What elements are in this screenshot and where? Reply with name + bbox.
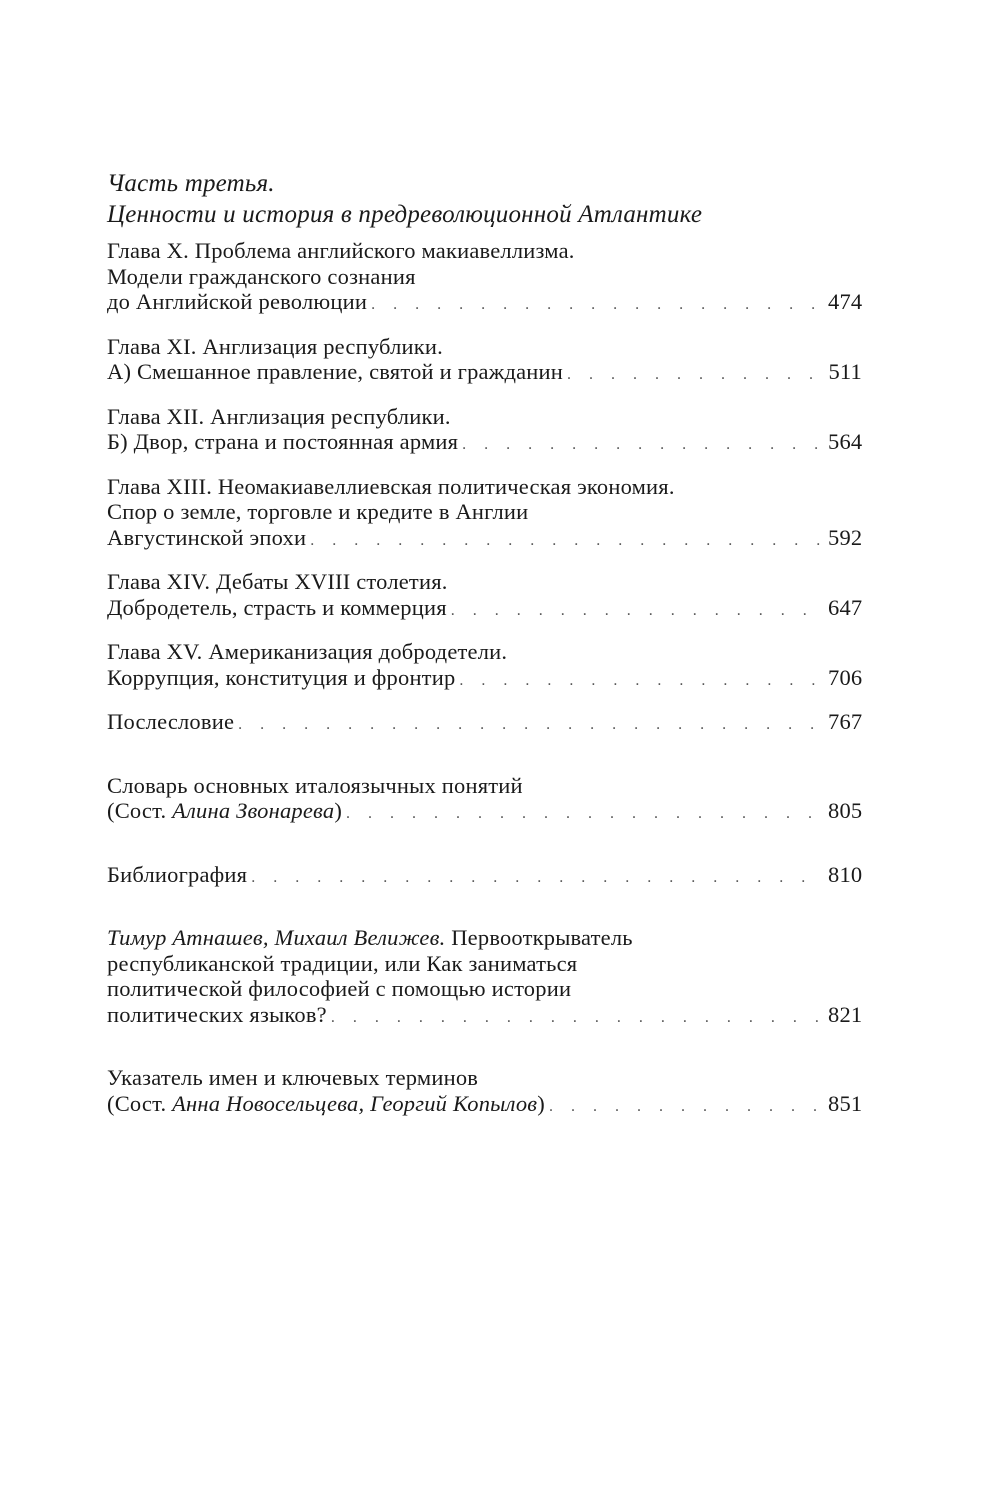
part-title-line-1: Часть третья. <box>107 170 275 197</box>
page-number: 564 <box>828 429 863 454</box>
essay-authors: Тимур Атнашев, Михаил Велижев. <box>107 925 446 950</box>
compiler-prefix: (Сост. <box>107 798 173 823</box>
toc-entry-line: Глава XV. Американизация добродетели. <box>107 639 508 664</box>
toc-entry-chapter-15[interactable] <box>107 639 862 693</box>
leader-dots <box>331 1005 822 1031</box>
leader-dots <box>462 432 822 458</box>
toc-entry-line: Глава XII. Англизация республики. <box>107 403 451 429</box>
toc-entry-line: Глава XI. Англизация республики. <box>107 333 443 359</box>
leader-dots <box>251 865 822 891</box>
toc-entry-glossary[interactable] <box>107 773 862 827</box>
compiler-name: Алина Звонарева <box>172 798 335 823</box>
toc-entry-line: Послесловие <box>107 709 235 734</box>
toc-entry-line: Глава XIV. Дебаты XVIII столетия. <box>107 569 448 594</box>
toc-entry-chapter-10[interactable] <box>107 238 862 318</box>
page-number: 767 <box>828 709 863 734</box>
toc-entry-line: Глава X. Проблема английского макиавеллизма. <box>107 238 575 263</box>
table-of-contents <box>107 168 862 1119</box>
essay-title-start: Первооткрыватель <box>445 925 633 950</box>
leader-dots <box>549 1094 822 1120</box>
leader-dots <box>310 528 822 554</box>
toc-entry-line: Спор о земле, торговле и кредите в Англии <box>107 499 529 524</box>
page-number: 511 <box>828 359 862 384</box>
compiler-suffix: ) <box>334 798 343 823</box>
toc-entry-index[interactable] <box>107 1065 862 1119</box>
part-title-line-2: Ценности и история в предреволюционной Атлантике <box>107 201 703 228</box>
toc-entry-line: Модели гражданского сознания <box>107 263 416 289</box>
toc-entry-line: до Английской революции <box>107 289 368 314</box>
toc-entry-line: А) Смешанное правление, святой и гражданин <box>107 359 564 384</box>
toc-entry-line: Указатель имен и ключевых терминов <box>107 1065 479 1090</box>
toc-entry-line: Августинской эпохи <box>107 524 307 550</box>
toc-entry-line: Коррупция, конституция и фронтир <box>107 664 456 690</box>
compiler-suffix: ) <box>537 1090 545 1116</box>
leader-dots <box>451 598 822 624</box>
leader-dots <box>371 292 822 318</box>
leader-dots <box>238 712 822 738</box>
toc-entry-essay[interactable] <box>107 925 862 1030</box>
toc-entry-afterword[interactable] <box>107 709 862 738</box>
page-number: 805 <box>828 798 863 823</box>
page-number: 851 <box>828 1090 863 1116</box>
page-number: 647 <box>828 594 863 620</box>
toc-entry-line <box>107 1091 545 1117</box>
page-number: 706 <box>828 664 863 690</box>
leader-dots <box>346 801 822 827</box>
toc-entry-line: политических языков? <box>107 1001 327 1027</box>
page-number: 810 <box>828 861 863 887</box>
toc-entry-chapter-11[interactable] <box>107 334 862 388</box>
leader-dots <box>459 668 822 694</box>
toc-entry-line: Добродетель, страсть и коммерция <box>107 594 447 620</box>
part-title <box>107 168 862 230</box>
leader-dots <box>567 362 822 388</box>
toc-entry-line <box>107 925 862 951</box>
toc-entry-chapter-12[interactable] <box>107 404 862 458</box>
toc-entry-line <box>107 798 342 824</box>
toc-entry-line: Словарь основных италоязычных понятий <box>107 772 523 798</box>
compiler-prefix: (Сост. <box>107 1090 173 1116</box>
toc-entry-line: Библиография <box>107 861 248 887</box>
toc-entry-line: политической философией с помощью истории <box>107 976 572 1001</box>
toc-entry-bibliography[interactable] <box>107 862 862 891</box>
toc-entry-line: республиканской традиции, или Как заниматься <box>107 950 578 976</box>
page-number: 592 <box>828 524 863 550</box>
page-number: 474 <box>828 289 863 314</box>
toc-entry-chapter-14[interactable] <box>107 569 862 623</box>
toc-entry-line: Глава XIII. Неомакиавеллиевская политическая экономия. <box>107 473 675 499</box>
page-number: 821 <box>828 1001 863 1027</box>
toc-entry-chapter-13[interactable] <box>107 474 862 554</box>
compiler-name: Анна Новосельцева, Георгий Копылов <box>172 1090 538 1116</box>
toc-entry-line: Б) Двор, страна и постоянная армия <box>107 429 459 454</box>
